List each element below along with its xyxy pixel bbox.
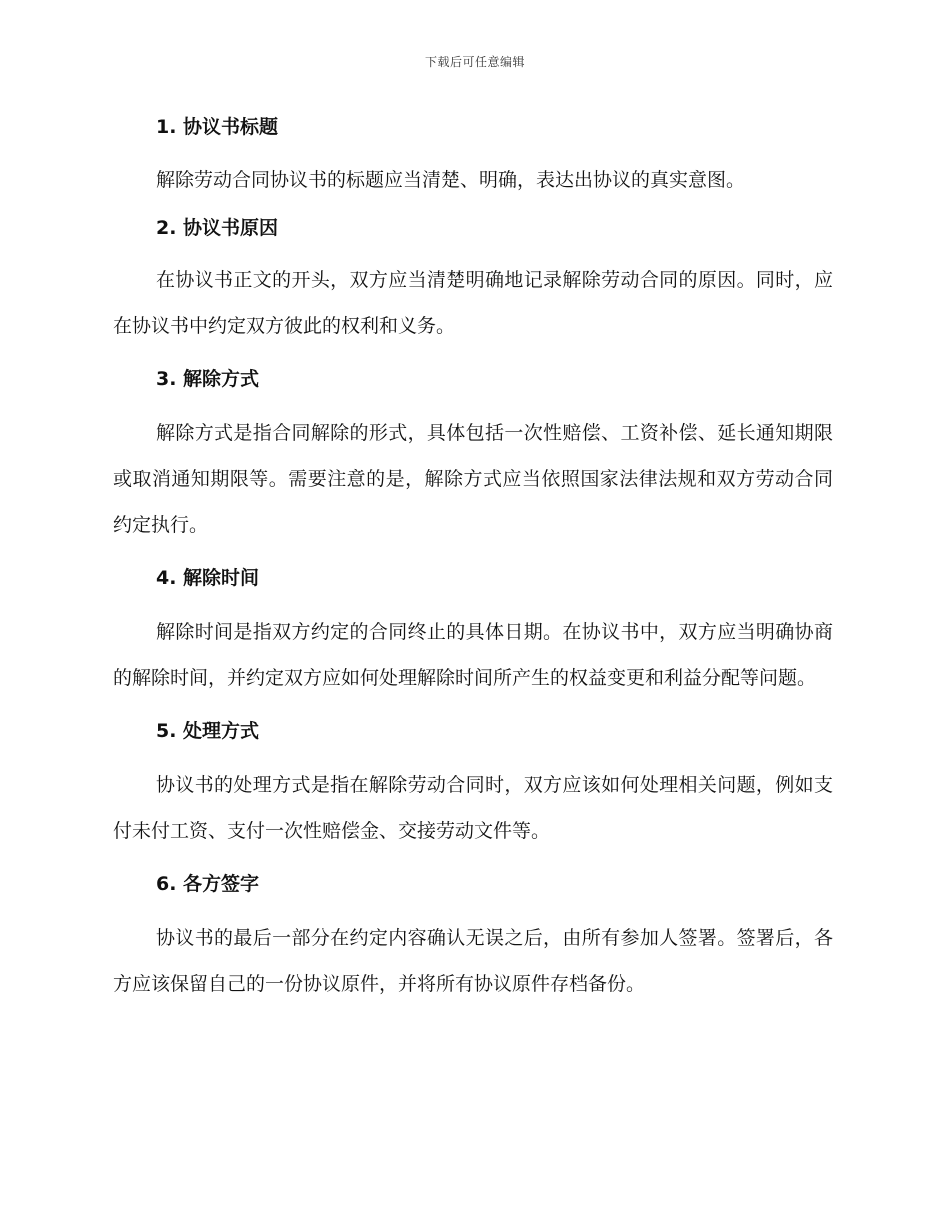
document-body xyxy=(113,112,833,1007)
section-paragraph: 协议书的最后一部分在约定内容确认无误之后，由所有参加人签署。签署后，各方应该保留自己的一份协议原件，并将所有协议原件存档备份。 xyxy=(113,927,833,995)
section-paragraph: 协议书的处理方式是指在解除劳动合同时，双方应该如何处理相关问题，例如支付未付工资、支付一次性赔偿金、交接劳动文件等。 xyxy=(113,774,833,842)
page-header: 下载后可任意编辑 xyxy=(424,55,525,69)
section-paragraph: 解除劳动合同协议书的标题应当清楚、明确，表达出协议的真实意图。 xyxy=(156,169,746,191)
section-heading: 6. 各方签字 xyxy=(156,873,260,895)
section-heading: 1. 协议书标题 xyxy=(156,116,279,138)
section-1 xyxy=(113,112,833,203)
section-heading: 2. 协议书原因 xyxy=(156,217,279,239)
section-paragraph: 解除时间是指双方约定的合同终止的具体日期。在协议书中，双方应当明确协商的解除时间，并约定双方应如何处理解除时间所产生的权益变更和利益分配等问题。 xyxy=(113,621,833,689)
section-5 xyxy=(113,716,833,854)
section-heading: 3. 解除方式 xyxy=(156,368,260,390)
section-2 xyxy=(113,213,833,349)
section-heading: 4. 解除时间 xyxy=(156,567,260,589)
section-heading: 5. 处理方式 xyxy=(156,720,260,742)
section-paragraph: 在协议书正文的开头，双方应当清楚明确地记录解除劳动合同的原因。同时，应在协议书中约定双方彼此的权利和义务。 xyxy=(113,269,833,337)
section-paragraph: 解除方式是指合同解除的形式，具体包括一次性赔偿、工资补偿、延长通知期限或取消通知期限等。需要注意的是，解除方式应当依照国家法律法规和双方劳动合同约定执行。 xyxy=(113,422,833,536)
section-4 xyxy=(113,563,833,701)
section-3 xyxy=(113,364,833,548)
section-6 xyxy=(113,869,833,1007)
